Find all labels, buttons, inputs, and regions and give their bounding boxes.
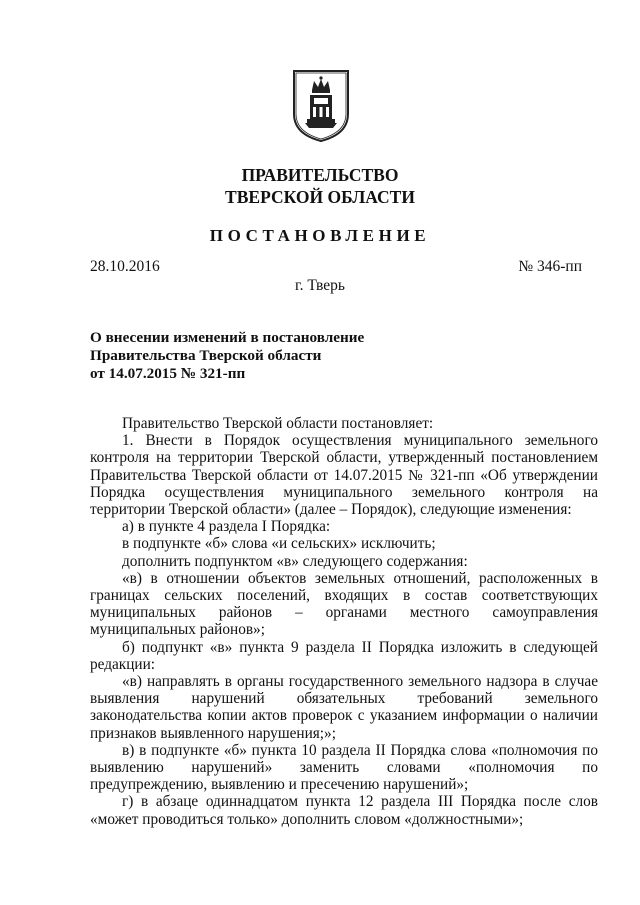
body-paragraph: а) в пункте 4 раздела I Порядка: [122,518,331,536]
document-date: 28.10.2016 [90,258,160,275]
coat-of-arms-emblem [291,68,351,144]
body-paragraph: дополнить подпунктом «в» следующего содержания: [122,552,468,570]
subject-line: от 14.07.2015 № 321-пп [90,365,246,382]
government-title-line1: ПРАВИТЕЛЬСТВО [241,165,399,185]
document-number: № 346-пп [518,258,582,275]
document-body [90,415,598,828]
subject-line: О внесении изменений в постановление [90,329,365,346]
document-city: г. Тверь [295,277,345,294]
subject-line: Правительства Тверской области [90,347,322,364]
body-paragraph: Правительство Тверской области постановляет: [122,415,434,432]
document-subject [90,329,364,383]
body-paragraph: «в) в отношении объектов земельных отношений, расположенных в границах сельских поселений, входящих в состав соответствующих муниципальных районов – органами местного самоуправления муниципальных районов»; [90,569,598,639]
body-paragraph: б) подпункт «в» пункта 9 раздела II Порядка изложить в следующей редакции: [90,638,598,673]
body-paragraph: в) в подпункте «б» пункта 10 раздела II Порядка слова «полномочия по выявлению нарушений» заменить словами «полномочия по предупреждению, выявлению и пресечению нарушений»; [90,741,598,794]
document-type-title: ПОСТАНОВЛЕНИЕ [209,226,431,245]
body-paragraph: 1. Внести в Порядок осуществления муниципального земельного контроля на территории Тверской области, утвержденный постановлением Правительства Тверской области от 14.07.2015 № 321-пп «Об утверждении Порядка осуществления муниципального земельного контроля на территории Тверской области» (далее – Порядок), следующие изменения: [90,432,598,519]
body-paragraph: г) в абзаце одиннадцатом пункта 12 раздела III Порядка после слов «может проводиться только» дополнить словом «должностными»; [90,793,598,828]
body-paragraph: в подпункте «б» слова «и сельских» исключить; [122,535,436,553]
government-title-line2: ТВЕРСКОЙ ОБЛАСТИ [225,187,415,207]
body-paragraph: «в) направлять в органы государственного земельного надзора в случае выявления нарушений обязательных требований земельного законодательства копии актов проверок с указанием информации о наличии признаков выявленного нарушения;»; [90,673,598,742]
